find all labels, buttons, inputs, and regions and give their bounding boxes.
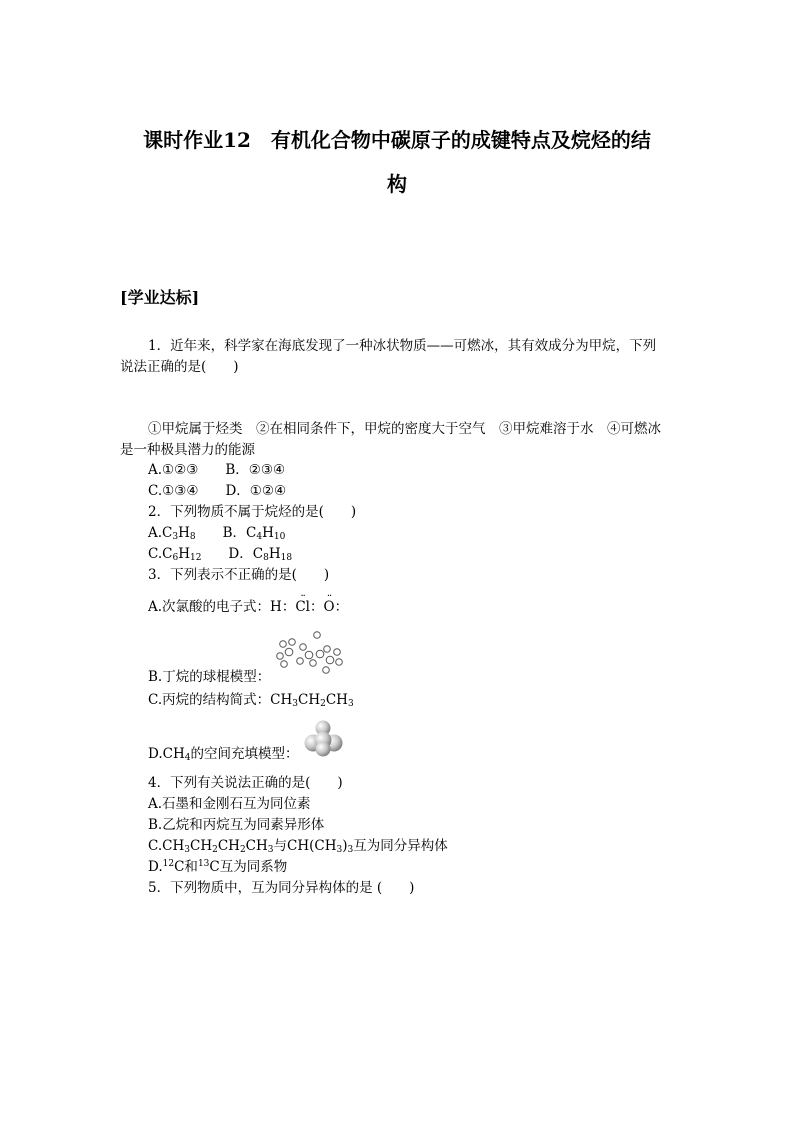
- q1-statements-line-1: ①甲烷属于烃类 ②在相同条件下，甲烷的密度大于空气 ③甲烷难溶于水 ④可燃冰: [148, 421, 661, 437]
- electron-formula: H：·· Cl：·· O：: [270, 599, 348, 615]
- q4-stem: 4．下列有关说法正确的是( ): [148, 775, 343, 791]
- section-heading: [学业达标]: [120, 288, 200, 307]
- q1-options-cd: C.①③④ D．①②④: [148, 483, 287, 499]
- q1-stem-line-2: 说法正确的是( ): [120, 359, 239, 375]
- q5-stem: 5．下列物质中，互为同分异构体的是 ( ): [148, 880, 415, 896]
- q4-option-a: A.石墨和金刚石互为同位素: [148, 796, 311, 812]
- q3-option-d: $D.CH_4$的空间充填模型：: [148, 746, 299, 763]
- q4-option-c: $C.CH_3CH_2CH_2CH_3$与$CH(CH_3)_3$互为同分异构体: [148, 838, 448, 855]
- q4-option-b: B.乙烷和丙烷互为同素异形体: [148, 817, 325, 833]
- q3-option-b: B.丁烷的球棍模型：: [148, 669, 271, 685]
- q2-options-cd: $C.C_6H_{12}$ D．$C_8H_{18}$: [148, 546, 293, 563]
- butane-ball-stick-model: [272, 630, 346, 680]
- q3-stem: 3．下列表示不正确的是( ): [148, 567, 330, 583]
- q1-stem-line-1: 1．近年来，科学家在海底发现了一种冰状物质——可燃冰，其有效成分为甲烷，下列: [148, 338, 657, 354]
- title-line-1: 课时作业12 有机化合物中碳原子的成键特点及烷烃的结: [143, 128, 651, 152]
- q4-option-d: D.$^{12}$C和$^{13}$C互为同系物: [148, 859, 288, 875]
- q2-stem: 2．下列物质不属于烷烃的是( ): [148, 504, 357, 520]
- q1-options-ab: A.①②③ B．②③④: [148, 462, 286, 478]
- title-line-2: 构: [387, 172, 407, 196]
- q3-option-a: A.次氯酸的电子式：H：·· Cl：·· O：: [148, 597, 348, 617]
- q1-statements-line-2: 是一种极具潜力的能源: [120, 442, 255, 458]
- page-title: [110, 118, 684, 206]
- q2-options-ab: $A.C_3H_8$ B．$C_4H_{10}$: [148, 525, 286, 542]
- q3-option-c: C.丙烷的结构简式：$CH_3CH_2CH_3$: [148, 692, 354, 709]
- methane-space-filling-model: [302, 719, 346, 759]
